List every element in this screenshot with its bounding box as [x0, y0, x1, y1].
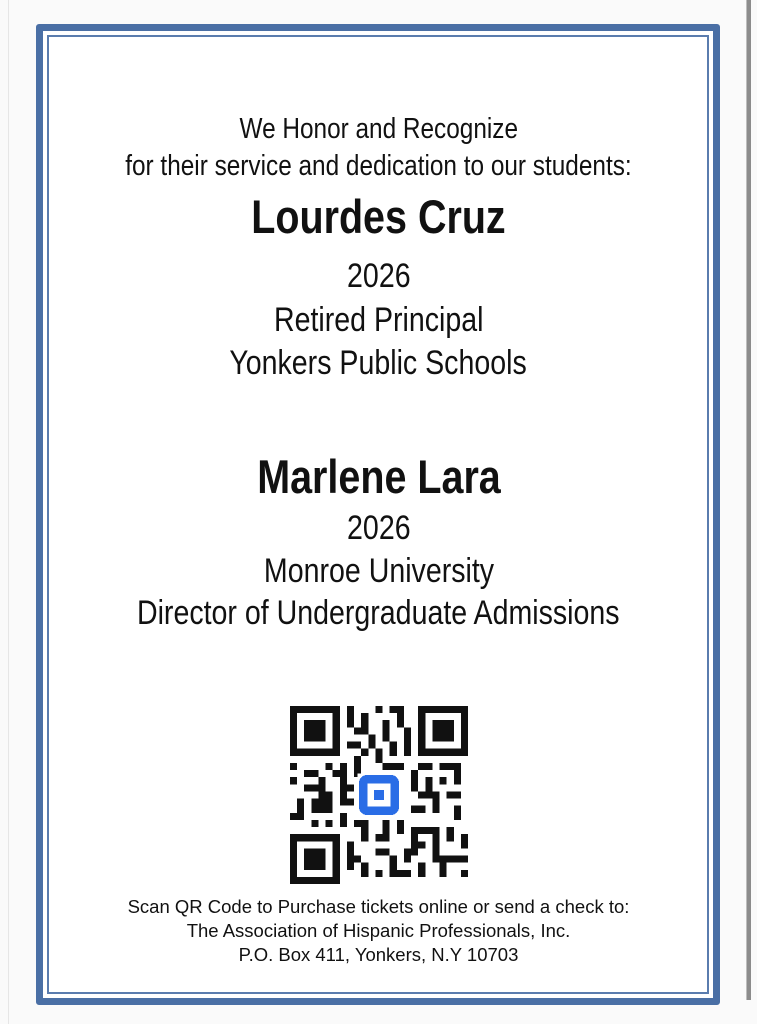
intro-line-2: for their service and dedication to our students: — [125, 150, 632, 182]
footer-address: P.O. Box 411, Yonkers, N.Y 10703 — [238, 944, 519, 965]
footer-instruction: Scan QR Code to Purchase tickets online or send a check to: — [127, 896, 630, 917]
honoree-2-organization: Monroe University — [263, 552, 494, 590]
honoree-2-title: Director of Undergraduate Admissions — [137, 594, 620, 632]
honoree-2-year: 2026 — [346, 509, 411, 547]
honoree-1-title: Retired Principal — [273, 301, 484, 339]
honoree-1-organization: Yonkers Public Schools — [229, 344, 528, 382]
honoree-2-name: Marlene Lara — [256, 450, 501, 503]
intro-line-1: We Honor and Recognize — [239, 113, 518, 145]
honoree-1-year: 2026 — [346, 257, 411, 295]
qr-code-icon[interactable] — [290, 706, 468, 884]
footer-organization: The Association of Hispanic Professionals, Inc. — [186, 920, 571, 941]
honoree-1-name: Lourdes Cruz — [251, 190, 506, 243]
